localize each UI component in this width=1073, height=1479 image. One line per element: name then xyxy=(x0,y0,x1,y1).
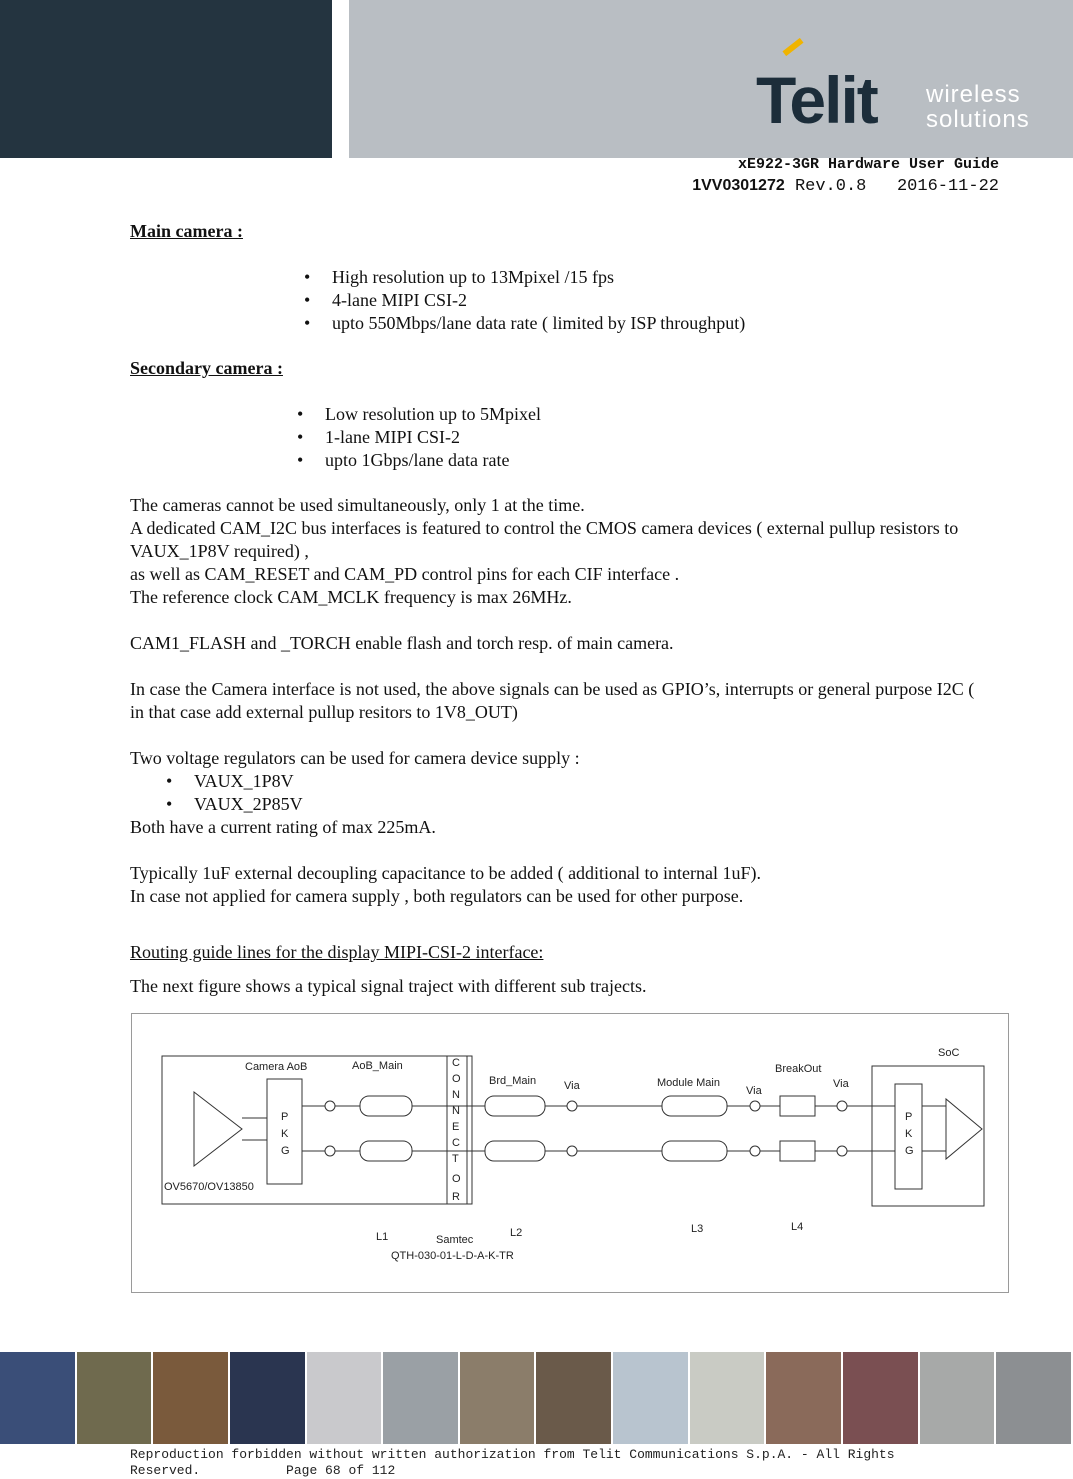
soc-outline xyxy=(872,1066,984,1206)
camera-sensor-triangle xyxy=(194,1092,242,1166)
footer-image-strip xyxy=(0,1352,1073,1444)
l4-label: L4 xyxy=(791,1221,804,1233)
coax-segment xyxy=(662,1141,727,1161)
camera-description xyxy=(130,494,990,609)
routing-heading: Routing guide lines for the display MIPI-CSI-2 interface: xyxy=(130,942,544,962)
footer-photo-tile xyxy=(230,1352,307,1444)
flash-torch-paragraph: CAM1_FLASH and _TORCH enable flash and torch resp. of main camera. xyxy=(130,633,674,653)
coax-segment xyxy=(662,1096,727,1116)
l2-label: L2 xyxy=(510,1227,523,1239)
main-camera-heading: Main camera : xyxy=(130,221,243,241)
coax-segment xyxy=(360,1096,412,1116)
coax-segment xyxy=(360,1141,412,1161)
l1-label: L1 xyxy=(376,1231,389,1243)
pkg-letter: P xyxy=(281,1111,289,1123)
decoupling-paragraph xyxy=(130,862,990,908)
via-circle xyxy=(567,1146,577,1156)
footer-copyright: Reproduction forbidden without written authorization from Telit Communications S.p.A. - All Rights Reserved. Page 68 of 112 xyxy=(130,1447,895,1478)
pkg-letter: P xyxy=(905,1111,913,1123)
list-item: • VAUX_1P8V xyxy=(194,770,990,793)
via-label: Via xyxy=(833,1078,849,1090)
footer-photo-tile xyxy=(766,1352,843,1444)
secondary-camera-list xyxy=(325,403,990,472)
pkg-letter: G xyxy=(281,1145,290,1157)
footer-photo-tile xyxy=(920,1352,997,1444)
footer-photo-tile xyxy=(0,1352,77,1444)
brd-main-label: Brd_Main xyxy=(489,1075,537,1087)
main-camera-list xyxy=(332,266,990,335)
signal-traject-diagram xyxy=(132,1014,1008,1292)
via-circle xyxy=(750,1101,760,1111)
sensor-label: OV5670/OV13850 xyxy=(164,1181,254,1193)
via-circle xyxy=(325,1101,335,1111)
coax-segment xyxy=(485,1141,545,1161)
logo-wordmark: Telit xyxy=(756,63,877,137)
connector-letter: T xyxy=(452,1153,459,1165)
document-title: xE922-3GR Hardware User Guide xyxy=(737,156,999,173)
logo-tagline: wireless solutions xyxy=(926,81,1030,133)
via-circle xyxy=(567,1101,577,1111)
paragraph-line: The reference clock CAM_MCLK frequency is max 26MHz. xyxy=(130,587,572,607)
regulators-list xyxy=(194,770,990,816)
paragraph-line: In case not applied for camera supply , both regulators can be used for other purpose. xyxy=(130,886,744,906)
connector-letter: N xyxy=(452,1105,460,1117)
signal-traject-figure xyxy=(131,1013,1009,1293)
samtec-label: Samtec xyxy=(436,1234,474,1246)
breakout-segment xyxy=(780,1096,815,1116)
via-label: Via xyxy=(564,1080,580,1092)
header-light-band xyxy=(349,0,1073,158)
routing-intro: The next figure shows a typical signal traject with different sub trajects. xyxy=(130,976,647,996)
via-label: Via xyxy=(746,1085,762,1097)
secondary-camera-heading: Secondary camera : xyxy=(130,358,283,378)
soc-label: SoC xyxy=(938,1047,960,1059)
via-circle xyxy=(750,1146,760,1156)
connector-letter: O xyxy=(452,1173,461,1185)
list-item: • upto 550Mbps/lane data rate ( limited by ISP throughput) xyxy=(332,312,990,335)
paragraph-line: The cameras cannot be used simultaneously, only 1 at the time. xyxy=(130,495,585,515)
connector-letter: C xyxy=(452,1137,460,1149)
connector-letter: N xyxy=(452,1089,460,1101)
document-revision xyxy=(692,177,999,196)
connector-letter: O xyxy=(452,1073,461,1085)
footer-photo-tile xyxy=(153,1352,230,1444)
footer-photo-tile xyxy=(690,1352,767,1444)
list-item: • High resolution up to 13Mpixel /15 fps xyxy=(332,266,990,289)
footer-photo-tile xyxy=(460,1352,537,1444)
coax-segment xyxy=(485,1096,545,1116)
via-circle xyxy=(837,1101,847,1111)
pkg-letter: K xyxy=(905,1128,913,1140)
paragraph-line: A dedicated CAM_I2C bus interfaces is featured to control the CMOS camera devices ( external pullup resistors to VAUX_1P8V required) , xyxy=(130,518,959,561)
part-number-label: QTH-030-01-L-D-A-K-TR xyxy=(391,1250,514,1262)
list-item: • 1-lane MIPI CSI-2 xyxy=(325,426,990,449)
footer-photo-tile xyxy=(996,1352,1073,1444)
module-main-label: Module Main xyxy=(657,1077,720,1089)
page-content xyxy=(130,220,990,998)
header-dark-band xyxy=(0,0,332,158)
paragraph-line: as well as CAM_RESET and CAM_PD control pins for each CIF interface . xyxy=(130,564,680,584)
pkg-letter: G xyxy=(905,1145,914,1157)
revision-date: Rev.0.8 2016-11-22 xyxy=(784,177,999,196)
footer-photo-tile xyxy=(613,1352,690,1444)
paragraph-line: Typically 1uF external decoupling capacitance to be added ( additional to internal 1uF). xyxy=(130,863,762,883)
page-number: Page 68 of 112 xyxy=(286,1463,396,1478)
footer-photo-tile xyxy=(843,1352,920,1444)
breakout-label: BreakOut xyxy=(775,1063,822,1075)
breakout-segment xyxy=(780,1141,815,1161)
aob-main-label: AoB_Main xyxy=(352,1060,403,1072)
via-circle xyxy=(837,1146,847,1156)
footer-photo-tile xyxy=(536,1352,613,1444)
via-circle xyxy=(325,1146,335,1156)
unused-interface-paragraph: In case the Camera interface is not used, the above signals can be used as GPIO’s, interrupts or general purpose I2C ( in that case add external pullup resitors to 1V8_OUT) xyxy=(130,679,975,722)
pkg-letter: K xyxy=(281,1128,289,1140)
regulators-rating: Both have a current rating of max 225mA. xyxy=(130,817,436,837)
soc-receiver-triangle xyxy=(946,1099,982,1159)
regulators-intro: Two voltage regulators can be used for camera device supply : xyxy=(130,748,580,768)
connector-letter: C xyxy=(452,1057,460,1069)
list-item: • VAUX_2P85V xyxy=(194,793,990,816)
connector-letter: R xyxy=(452,1191,460,1203)
footer-photo-tile xyxy=(383,1352,460,1444)
connector-letter: E xyxy=(452,1121,460,1133)
list-item: • upto 1Gbps/lane data rate xyxy=(325,449,990,472)
footer-photo-tile xyxy=(77,1352,154,1444)
list-item: • Low resolution up to 5Mpixel xyxy=(325,403,990,426)
l3-label: L3 xyxy=(691,1223,704,1235)
list-item: • 4-lane MIPI CSI-2 xyxy=(332,289,990,312)
camera-aob-label: Camera AoB xyxy=(245,1061,308,1073)
document-code: 1VV0301272 xyxy=(692,177,785,194)
footer-photo-tile xyxy=(307,1352,384,1444)
